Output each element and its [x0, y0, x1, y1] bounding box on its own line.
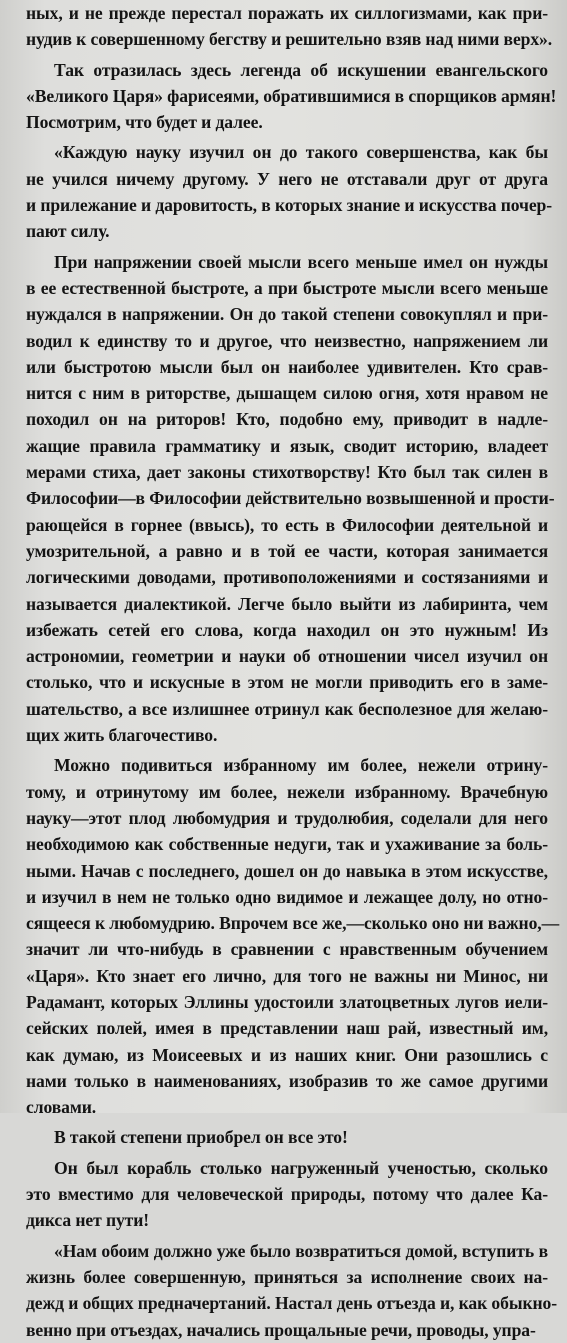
text-line: в ее естественной быстроте, а при быстроте мысли всего меньше [26, 277, 548, 298]
text-line: не учился ничему другому. У него не отставали друг от друга [26, 168, 548, 189]
text-line: это вместимо для человеческой природы, потому что далее Ка- [26, 1184, 548, 1205]
paragraph [26, 752, 560, 1120]
text-line: «Великого Царя» фарисеями, обратившимися в спорщиков армян! [26, 85, 557, 106]
text-line: дежд и общих предначертаний. Настал день отъезда и, как обыкно- [26, 1293, 557, 1314]
text-line: называется диалектикой. Легче было выйти из лабиринта, чем [26, 593, 548, 614]
text-line: «Нам обоим должно уже было возвратиться домой, вступить в [54, 1240, 548, 1261]
text-line: «Царя». Кто знает его лично, для того не важны ни Минос, ни [26, 965, 548, 986]
text-line: нами только в наименованиях, изобразив то же самое другими [26, 1070, 548, 1091]
text-line: науку—этот плод любомудрия и трудолюбия, соделали для него [26, 807, 548, 828]
text-line: Можно подивиться избранному им более, нежели отрину- [54, 755, 548, 776]
text-line: как думаю, из Моисеевых и из наших книг. Они разошлись с [26, 1044, 548, 1065]
text-line: избежать сетей его слова, когда находил он это нужным! Из [26, 619, 548, 640]
text-line: щих жить благочестиво. [26, 725, 218, 746]
text-line: водил к единству то и другое, что неизвестно, напряжением ли [26, 330, 548, 351]
text-line: В такой степени приобрел он все это! [54, 1127, 348, 1148]
text-line: и прилежание и даровитость, в которых знание и искусства почер- [26, 195, 552, 216]
text-line: нится с ним в риторстве, дышащем силою огня, хотя нравом не [26, 383, 548, 404]
text-line: сейских полей, имея в представлении наш рай, известный им, [26, 1018, 548, 1039]
text-line: венно при отъездах, начались прощальные речи, проводы, упра- [26, 1319, 536, 1340]
text-line: Он был корабль столько нагруженный ученостью, сколько [54, 1157, 548, 1178]
text-line: мерами стиха, дает законы стихотворству! Кто был так силен в [26, 462, 548, 483]
paragraph [26, 1155, 548, 1234]
text-line: нудив к совершенному бегству и решительно взяв над ними верх». [26, 29, 553, 50]
text-line: словами. [26, 1097, 97, 1118]
text-line: пают силу. [26, 221, 110, 242]
paragraph [26, 0, 553, 53]
text-line: логическими доводами, противоположениями и состязаниями и [26, 567, 548, 588]
paragraph [26, 249, 555, 749]
text-line: значит ли что-нибудь в сравнении с нравственным обучением [26, 939, 548, 960]
text-line: астрономии, геометрии и науки об отношении чисел изучил он [26, 646, 548, 667]
text-line: сящееся к любомудрию. Впрочем все же,—сколько оно ни важно,— [26, 913, 560, 934]
text-line: Посмотрим, что будет и далее. [26, 112, 263, 133]
text-line: «Каждую науку изучил он до такого совершенства, как бы [54, 142, 548, 163]
text-line: или быстротою мысли был он наиболее удивителен. Кто срав- [26, 356, 548, 377]
text-line: ных, и не прежде перестал поражать их силлогизмами, как при- [26, 3, 548, 23]
text-line: столько, что и искусные в этом не могли приводить его в заме- [26, 672, 548, 693]
text-line: Радамант, которых Эллины удостоили златоцветных лугов иели- [26, 991, 548, 1012]
text-line: Так отразилась здесь легенда об искушении евангельского [54, 59, 548, 80]
document-text [26, 0, 560, 1343]
text-line: тому, и отринутому им более, нежели избранному. Врачебную [26, 781, 548, 802]
text-line: Философии—в Философии действительно возвышенной и прости- [26, 488, 555, 509]
text-line: жащие правила грамматику и язык, сводит историю, владеет [26, 435, 548, 456]
text-line: рающейся в горнее (ввысь), то есть в Философии деятельной и [26, 514, 548, 535]
text-line: и изучил в нем не только одно видимое и лежащее долу, но отно- [26, 886, 548, 907]
text-line: дикса нет пути! [26, 1210, 150, 1231]
text-line: умозрительной, а равно и в той ее части, которая занимается [26, 540, 548, 561]
text-line: ными. Начав с последнего, дошел он до навыка в этом искусстве, [26, 860, 548, 881]
text-line: необходимою как собственные недуги, так и ухаживание за боль- [26, 834, 548, 855]
paragraph [26, 57, 557, 136]
text-line: шательство, а все излишнее отринул как бесполезное для желаю- [26, 698, 548, 719]
paragraph [26, 139, 552, 244]
text-line: походил он на риторов! Кто, подобно ему, приводит в надле- [26, 409, 548, 430]
text-line: При напряжении своей мысли всего меньше имел он нужды [54, 251, 548, 272]
paragraph [26, 1238, 557, 1343]
text-line: нуждался в напряжении. Он до такой степени совокуплял и при- [26, 304, 548, 325]
paragraph [26, 1124, 548, 1150]
text-line: жизнь более совершенную, приняться за исполнение своих на- [26, 1266, 548, 1287]
